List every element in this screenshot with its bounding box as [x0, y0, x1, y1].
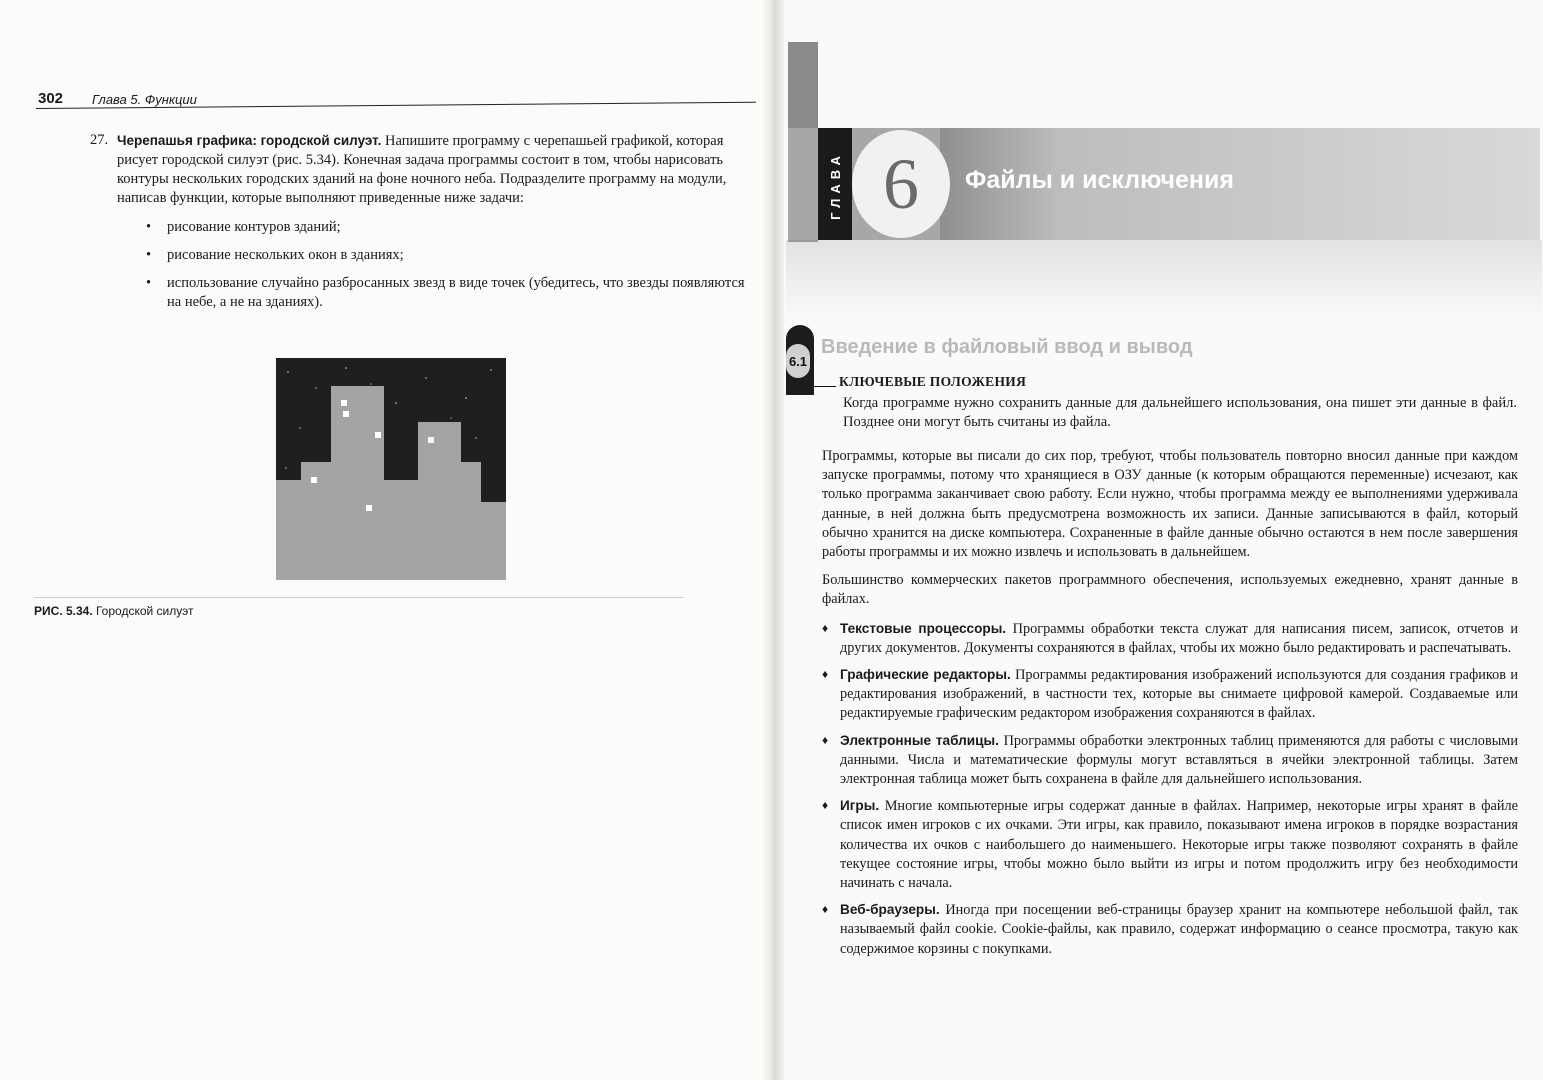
main-text [822, 447, 1518, 966]
banner-fade [786, 240, 1542, 320]
chapter-label-text: ГЛАВА [827, 150, 843, 220]
exercise-number: 27. [90, 132, 109, 148]
figure-caption [34, 604, 193, 618]
application-item [822, 665, 1518, 724]
star [345, 367, 347, 369]
window [343, 411, 349, 417]
application-title: Веб-браузеры. [840, 902, 940, 918]
window [428, 437, 434, 443]
star [490, 369, 491, 370]
section-number: 6.1 [786, 344, 810, 378]
task-item: • рисование нескольких окон в зданиях; [144, 246, 758, 265]
star [450, 417, 451, 418]
exercise-text: Напишите программу с черепашьей графикой, которая рисует городской силуэт (рис. 5.34). Конечная задача программы состоит в том, чтобы нарисовать контуры нескольких городских зданий на фоне ночного неба. Подразделите программу на модули, написав функции, которые выполняют приведенные ниже задачи: [117, 133, 727, 206]
chapter-number-circle [852, 130, 950, 238]
application-text: Программы обработки текста служат для написания писем, записок, отчетов и других документов. Документы сохраняются в файлах, чтобы их можно было редактировать и распечатывать. [840, 620, 1519, 656]
task-item: • использование случайно разбросанных звезд в виде точек (убедитесь, что звезды появляются на небе, а не на зданиях). [144, 274, 758, 312]
star [315, 387, 316, 388]
city-skyline-image [276, 358, 506, 580]
task-item: • рисование контуров зданий; [144, 218, 758, 237]
window [366, 505, 372, 511]
star [370, 383, 371, 384]
star [287, 371, 289, 373]
application-text: Иногда при посещении веб-страницы браузер хранит на компьютере небольшой файл, так называемый файл cookie. Cookie-файлы, как правило, содержат информацию о сеансе просмотра, такую как содержимое корзины с покупками. [840, 902, 1518, 957]
window [375, 432, 381, 438]
chapter-number: 6 [883, 144, 919, 224]
exercise-27 [90, 131, 758, 321]
page-number: 302 [38, 90, 64, 107]
star [299, 427, 300, 428]
star [395, 402, 397, 404]
star [285, 467, 286, 468]
application-text: Программы обработки электронных таблиц применяются для работы с числовыми данными. Числа и математические формулы могут вставляться в ячейки электронной таблицы. Затем электронная таблица может быть сохранена в файле для дальнейшего использования. [840, 732, 1519, 788]
book-gutter [762, 0, 784, 1080]
star [475, 437, 476, 438]
application-text: Программы редактирования изображений используются для создания графиков и редактирования изображений, в частности тех, которые вы снимаете цифровой камерой. Создаваемые или редактируемые графическим редактором изображения сохраняются в файлах. [840, 667, 1519, 722]
application-title: Игры. [840, 798, 880, 814]
paragraph: Программы, которые вы писали до сих пор, требуют, чтобы пользователь повторно вносил данные при каждом запуске программы, потому что хранящиеся в ОЗУ данные (к которым обращаются переменные) исчезают, как только программа заканчивает свою работу. Если нужно, чтобы программа между ее выполнениями удерживала данные, в ней должна быть предусмотрена возможность их записи. Данные записываются в файл, который обычно хранится на диске компьютера. Сохраненные в файле данные обычно остаются в нем после завершения работы программы и их можно извлечь и использовать в дальнейшем. [822, 448, 1518, 561]
figure-caption-text: Городской силуэт [92, 604, 194, 618]
applications-list [822, 619, 1518, 959]
application-title: Электронные таблицы. [840, 732, 999, 748]
key-points-text: Когда программе нужно сохранить данные для дальнейшего использования, она пишет эти данные в файл. Позднее они могут быть считаны из файла. [843, 395, 1517, 430]
application-title: Графические редакторы. [840, 667, 1011, 683]
task-list [117, 218, 758, 312]
figure-caption-label: РИС. 5.34. [34, 604, 93, 618]
caption-rule [34, 597, 684, 598]
application-text: Многие компьютерные игры содержат данные в файлах. Например, некоторые игры хранят в файле список имен игроков с их очками. Эти игры, как правило, показывают имена игроков в порядке возрастания количества их очков с наибольшего до наименьшего. Некоторые игры также позволяют сохранять в файле текущее состояние игры, чтобы можно было выйти из игры и потом продолжить игру без необходимости начинать с начала. [840, 798, 1518, 892]
window [341, 400, 347, 406]
application-item [822, 900, 1518, 959]
window [311, 477, 317, 483]
paragraph: Большинство коммерческих пакетов программного обеспечения, используемых ежедневно, хранят данные в файлах. [822, 572, 1518, 608]
application-title: Текстовые процессоры. [840, 620, 1007, 636]
city-skyline-figure [276, 358, 506, 580]
application-item [822, 796, 1518, 893]
star [425, 377, 426, 378]
star [465, 397, 467, 399]
application-item [822, 731, 1518, 790]
key-points-title: КЛЮЧЕВЫЕ ПОЛОЖЕНИЯ [839, 374, 1027, 389]
running-header: Глава 5. Функции [92, 92, 197, 107]
section-title: Введение в файловый ввод и вывод [821, 336, 1193, 358]
exercise-title: Черепашья графика: городской силуэт. [117, 133, 382, 148]
key-points-marker [814, 386, 836, 387]
application-item [822, 619, 1518, 658]
chapter-title: Файлы и исключения [965, 166, 1234, 194]
